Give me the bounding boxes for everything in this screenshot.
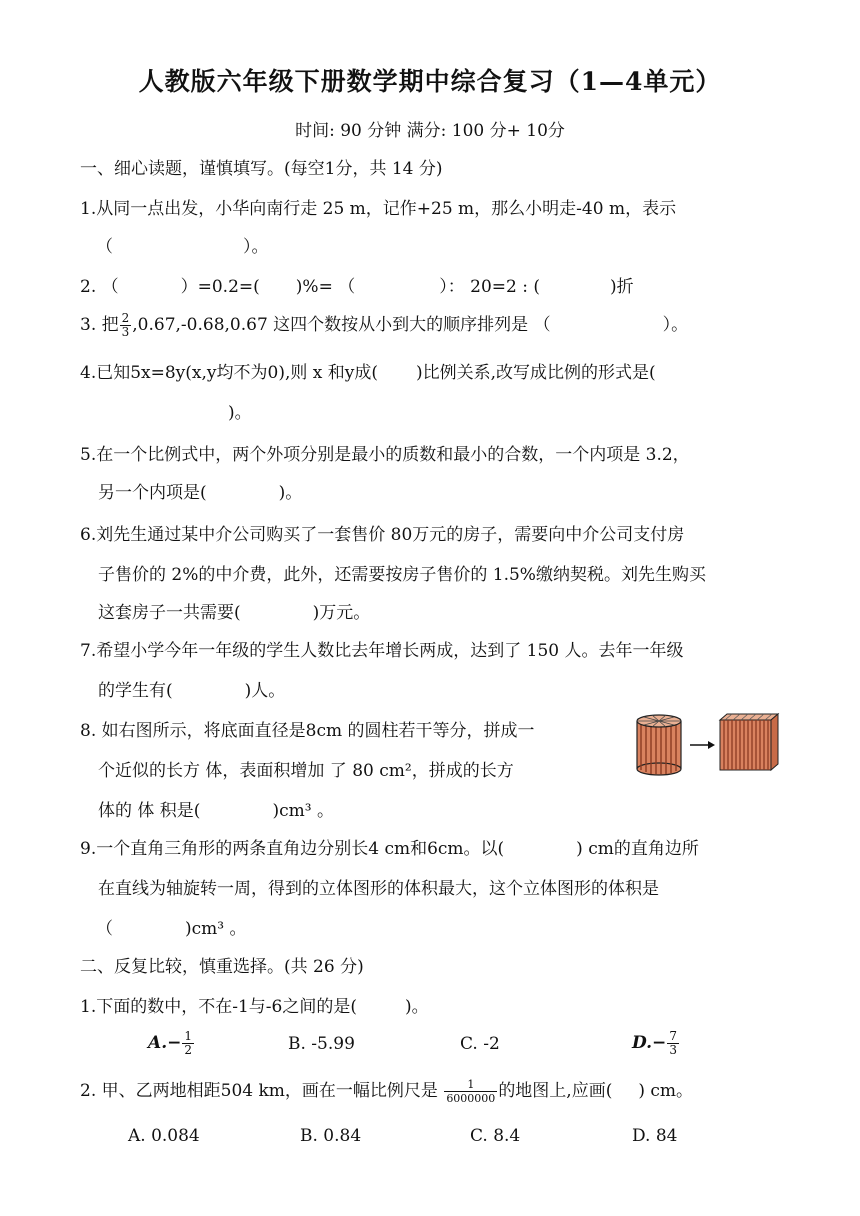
section1-heading: 一、细心读题，谨慎填写。(每空1分，共 14 分) [80,159,443,179]
question-8-line-1: 8. 如右图所示，将底面直径是8cm 的圆柱若干等分，拼成一 [80,721,535,741]
question-6-line-2: 子售价的 2%的中介费，此外，还需要按房子售价的 1.5%缴纳契税。刘先生购买 [98,565,706,585]
question-5-line-1: 5.在一个比例式中，两个外项分别是最小的质数和最小的合数，一个内项是 3.2， [80,445,690,465]
cylinder-to-cuboid-figure [632,712,782,776]
option-b[interactable]: B. 0.84 [300,1126,362,1146]
question-8-line-2: 个近似的长方 体，表面积增加 了 80 cm²，拼成的长方 [98,761,514,781]
question-6-line-3: 这套房子一共需要( )万元。 [98,603,371,623]
option-b[interactable]: B. -5.99 [288,1034,355,1054]
question-6-line-1: 6.刘先生通过某中介公司购买了一套售价 80万元的房子，需要向中介公司支付房 [80,525,685,545]
section2-heading: 二、反复比较，慎重选择。(共 26 分) [80,957,364,977]
fraction: $\frac{7}{3}$ [669,1029,677,1057]
question-1-line-1: 1.从同一点出发，小华向南行走 25 m，记作+25 m，那么小明走-40 m，表示 [80,199,677,219]
choice-question-2: 2. 甲、乙两地相距504 km，画在一幅比例尺是 $\frac{1}{6000000}$ 的地图上,应画( ) cm。 [80,1078,694,1105]
question-7-line-1: 7.希望小学今年一年级的学生人数比去年增长两成，达到了 150 人。去年一年级 [80,641,684,661]
page-title: 人教版六年级下册数学期中综合复习（1—4单元） [138,67,722,96]
question-4-line-2: )。 [228,403,252,423]
option-c[interactable]: C. -2 [460,1034,500,1054]
option-a[interactable]: A.− $\frac{1}{2}$ [148,1029,192,1057]
question-9-line-2: 在直线为轴旋转一周，得到的立体图形的体积最大，这个立体图形的体积是 [98,879,659,899]
fraction: $\frac{1}{2}$ [184,1029,192,1057]
cylinder-icon [637,715,681,775]
question-2: 2. （ ）=0.2=( )%= （ ）： 20=2 : ( )折 [80,277,634,297]
question-5-line-2: 另一个内项是( )。 [98,483,303,503]
question-4-line-1: 4.已知5x=8y(x,y均不为0),则 x 和y成( )比例关系,改写成比例的形式是( [80,363,656,383]
option-c[interactable]: C. 8.4 [470,1126,521,1146]
question-8-line-3: 体的 体 积是( )cm³ 。 [98,801,334,821]
question-7-line-2: 的学生有( )人。 [98,681,286,701]
question-9-line-1: 9.一个直角三角形的两条直角边分别长4 cm和6cm。以( ) cm的直角边所 [80,839,699,859]
option-d[interactable]: D. 84 [632,1126,678,1146]
arrow-right-icon [690,741,715,749]
fraction: $\frac{2}{3}$ [121,311,130,339]
question-3: 3. 把 $\frac{2}{3}$ ,0.67,-0.68,0.67 这四个数按从小到大的顺序排列是 （ ）。 [80,311,689,339]
exam-info: 时间: 90 分钟 满分: 100 分+ 10分 [295,121,565,141]
cuboid-icon [720,714,778,770]
choice-question-1: 1.下面的数中，不在-1与-6之间的是( )。 [80,997,429,1017]
option-d[interactable]: D.− $\frac{7}{3}$ [632,1029,677,1057]
option-a[interactable]: A. 0.084 [128,1126,200,1146]
question-9-line-3: （ )cm³ 。 [96,919,247,939]
question-1-line-2: （ ）。 [96,237,269,257]
scale-fraction: $\frac{1}{6000000}$ [446,1078,496,1105]
